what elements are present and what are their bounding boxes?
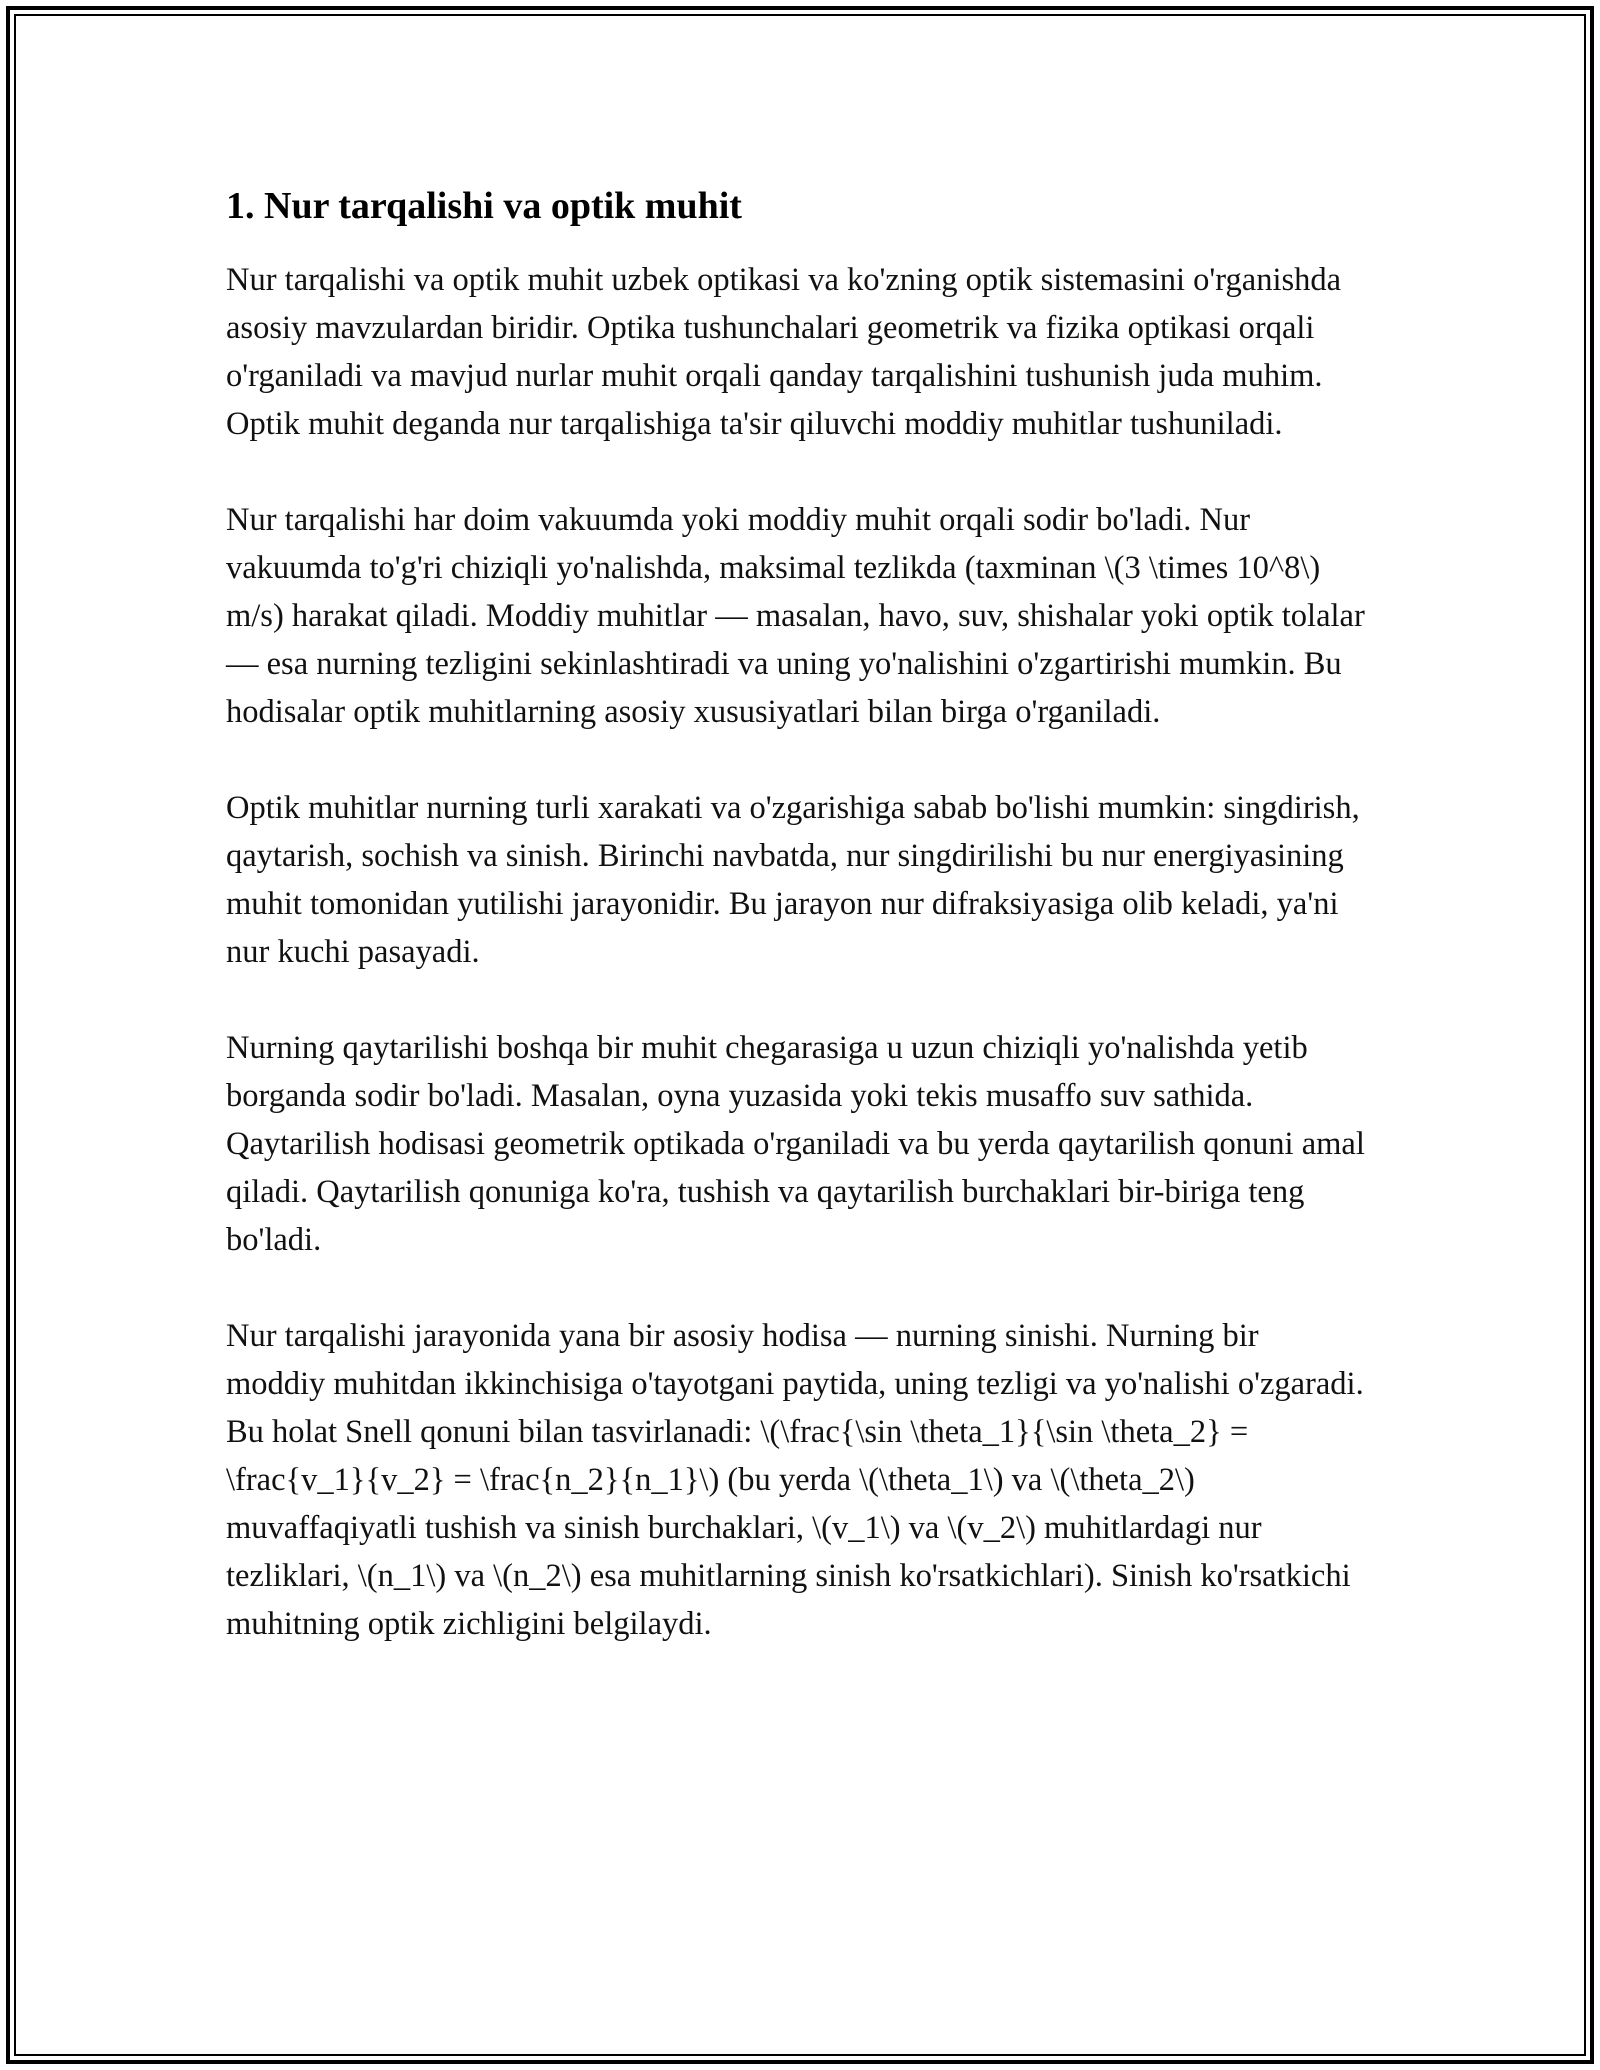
section-heading: 1. Nur tarqalishi va optik muhit: [226, 185, 742, 227]
document-body: [226, 182, 1366, 1696]
paragraph-vacuum: Nur tarqalishi har doim vakuumda yoki moddiy muhit orqali sodir bo'ladi. Nur vakuumda to'g'ri chiziqli yo'nalishda, maksimal tezlikda (taxminan \(3 \times 10^8\) m/s) harakat qiladi. Moddiy muhitlar — masalan, havo, suv, shishalar yoki optik tolalar — esa nurning tezligini sekinlashtiradi va uning yo'nalishini o'zgartirishi mumkin. Bu hodisalar optik muhitlarning asosiy xususiyatlari bilan birga o'rganiladi.: [226, 502, 1365, 730]
paragraph-refraction: Nur tarqalishi jarayonida yana bir asosiy hodisa — nurning sinishi. Nurning bir moddiy muhitdan ikkinchisiga o'tayotgani paytida, uning tezligi va yo'nalishi o'zgaradi. Bu holat Snell qonuni bilan tasvirlanadi: \(\frac{\sin \theta_1}{\sin \theta_2} = \frac{v_1}{v_2} = \frac{n_2}{n_1}\) (bu yerda \(\theta_1\) va \(\theta_2\) muvaffaqiyatli tushish va sinish burchaklari, \(v_1\) va \(v_2\) muhitlardagi nur tezliklari, \(n_1\) va \(n_2\) esa muhitlarning sinish ko'rsatkichlari). Sinish ko'rsatkichi muhitning optik zichligini belgilaydi.: [226, 1318, 1364, 1642]
paragraph-reflection: Nurning qaytarilishi boshqa bir muhit chegarasiga u uzun chiziqli yo'nalishda yetib borganda sodir bo'ladi. Masalan, oyna yuzasida yoki tekis musaffo suv sathida. Qaytarilish hodisasi geometrik optikada o'rganiladi va bu yerda qaytarilish qonuni amal qiladi. Qaytarilish qonuniga ko'ra, tushish va qaytarilish burchaklari bir-biriga teng bo'ladi.: [226, 1030, 1365, 1258]
paragraph-media-effects: Optik muhitlar nurning turli xarakati va o'zgarishiga sabab bo'lishi mumkin: singdirish, qaytarish, sochish va sinish. Birinchi navbatda, nur singdirilishi bu nur energiyasining muhit tomonidan yutilishi jarayonidir. Bu jarayon nur difraksiyasiga olib keladi, ya'ni nur kuchi pasayadi.: [226, 790, 1360, 970]
paragraph-intro: Nur tarqalishi va optik muhit uzbek optikasi va ko'zning optik sistemasini o'rganishda asosiy mavzulardan biridir. Optika tushunchalari geometrik va fizika optikasi orqali o'rganiladi va mavjud nurlar muhit orqali qanday tarqalishini tushunish juda muhim. Optik muhit deganda nur tarqalishiga ta'sir qiluvchi moddiy muhitlar tushuniladi.: [226, 262, 1342, 442]
